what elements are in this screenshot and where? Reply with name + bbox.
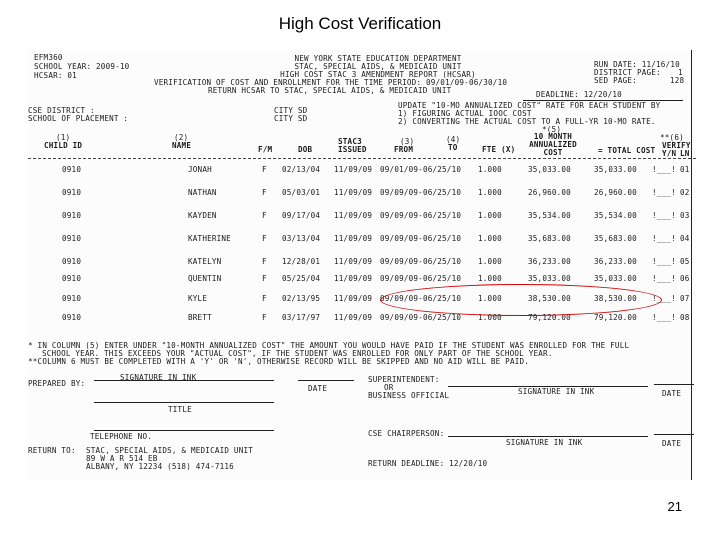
gender: F: [262, 274, 267, 283]
service-period: 09/09/09-06/25/10: [380, 257, 462, 266]
col-to: TO: [448, 143, 458, 152]
col-verify: VERIFY Y/N: [662, 141, 691, 158]
verify-box[interactable]: !___!: [652, 165, 676, 174]
dob: 03/17/97: [282, 313, 321, 322]
table-row: [28, 189, 696, 201]
cse-district-value: CITY SD: [274, 106, 308, 115]
col-child-id: CHILD ID: [44, 141, 83, 150]
table-row: [28, 235, 696, 247]
child-name: NATHAN: [188, 188, 217, 197]
service-period: 09/09/09-06/25/10: [380, 274, 462, 283]
col-num-to: (4): [446, 135, 461, 144]
service-period: 09/09/09-06/25/10: [380, 234, 462, 243]
line-number: 04: [680, 234, 690, 243]
chair-signature-label: SIGNATURE IN INK: [506, 438, 583, 447]
child-name: KATHERINE: [188, 234, 231, 243]
prepared-signature-label: SIGNATURE IN INK: [120, 373, 197, 382]
form-title-line-1: NEW YORK STATE EDUCATION DEPARTMENT: [294, 54, 462, 63]
line-number: 08: [680, 313, 690, 322]
child-id: 0910: [62, 234, 82, 243]
fte: 1.000: [478, 294, 502, 303]
dob: 02/13/95: [282, 294, 321, 303]
col-num-from: (3): [400, 137, 415, 146]
table-row: [28, 166, 696, 178]
update-instruction-1: UPDATE "10-MO ANNUALIZED COST" RATE FOR EACH STUDENT BY: [398, 101, 661, 110]
child-id: 0910: [62, 274, 82, 283]
line-number: 03: [680, 211, 690, 220]
verify-box[interactable]: !___!: [652, 294, 676, 303]
return-address-line-2: 89 W A R 514 EB: [86, 454, 158, 463]
form-title-line-4: VERIFICATION OF COST AND ENROLLMENT FOR THE TIME PERIOD: 09/01/09-06/30/10: [154, 78, 508, 87]
child-id: 0910: [62, 313, 82, 322]
child-name: KAYDEN: [188, 211, 217, 220]
form-id: EFM360: [34, 53, 63, 62]
col-stac-issued: STAC3 ISSUED: [338, 137, 367, 154]
col-total-cost: = TOTAL COST: [598, 146, 656, 155]
fte: 1.000: [478, 188, 502, 197]
annualized-cost: 35,033.00: [528, 274, 571, 283]
table-row: [28, 258, 696, 270]
stac-issued: 11/09/09: [334, 274, 373, 283]
hcsar-form-scan: [28, 50, 696, 480]
annualized-cost: 38,530.00: [528, 294, 571, 303]
prepared-date-label: DATE: [308, 384, 328, 393]
col-annualized-cost: 10 MONTH ANNUALIZED COST: [529, 132, 577, 157]
total-cost: 26,960.00: [594, 188, 637, 197]
line-number: 05: [680, 257, 690, 266]
cse-chairperson-label: CSE CHAIRPERSON:: [368, 429, 445, 438]
service-period: 09/09/09-06/25/10: [380, 313, 462, 322]
col-name: NAME: [172, 141, 192, 150]
fte: 1.000: [478, 257, 502, 266]
col-dob: DOB: [298, 145, 313, 154]
sed-page-label: SED PAGE:: [594, 76, 637, 85]
superintendent-date-label: DATE: [662, 389, 682, 398]
telephone-label: TELEPHONE NO.: [90, 432, 153, 441]
dob: 05/25/04: [282, 274, 321, 283]
form-title-line-2: STAC, SPECIAL AIDS, & MEDICAID UNIT: [294, 62, 462, 71]
dob: 12/28/01: [282, 257, 321, 266]
stac-issued: 11/09/09: [334, 294, 373, 303]
page-number: 21: [667, 499, 682, 514]
business-official-label: BUSINESS OFFICIAL: [368, 391, 450, 400]
col-from: FROM: [394, 145, 414, 154]
child-name: QUENTIN: [188, 274, 222, 283]
prepared-by-label: PREPARED BY:: [28, 379, 86, 388]
service-period: 09/09/09-06/25/10: [380, 188, 462, 197]
stac-issued: 11/09/09: [334, 313, 373, 322]
fte: 1.000: [478, 234, 502, 243]
child-id: 0910: [62, 257, 82, 266]
total-cost: 38,530.00: [594, 294, 637, 303]
total-cost: 35,033.00: [594, 274, 637, 283]
return-address-line-1: STAC, SPECIAL AIDS, & MEDICAID UNIT: [86, 446, 254, 455]
child-name: JONAH: [188, 165, 212, 174]
district-page-number: 1: [678, 68, 683, 77]
superintendent-label: SUPERINTENDENT:: [368, 375, 440, 384]
col-num-child: (1): [56, 133, 71, 142]
dob: 02/13/04: [282, 165, 321, 174]
child-id: 0910: [62, 188, 82, 197]
verify-box[interactable]: !___!: [652, 188, 676, 197]
run-date: RUN DATE: 11/16/10: [594, 60, 680, 69]
title-label: TITLE: [168, 405, 192, 414]
gender: F: [262, 257, 267, 266]
verify-box[interactable]: !___!: [652, 313, 676, 322]
annualized-cost: 35,683.00: [528, 234, 571, 243]
gender: F: [262, 188, 267, 197]
service-period: 09/09/09-06/25/10: [380, 211, 462, 220]
line-number: 02: [680, 188, 690, 197]
col-fte: FTE (X): [482, 145, 516, 154]
school-of-placement-label: SCHOOL OF PLACEMENT :: [28, 114, 129, 123]
col-fm: F/M: [258, 145, 273, 154]
note-line-2: SCHOOL YEAR. THIS EXCEEDS YOUR "ACTUAL COST", IF THE STUDENT WAS ENROLLED FOR ONLY PART OF THE SCHOOL YEAR.: [42, 349, 553, 358]
fte: 1.000: [478, 165, 502, 174]
fte: 1.000: [478, 211, 502, 220]
table-row: [28, 212, 696, 224]
note-line-1: * IN COLUMN (5) ENTER UNDER "10-MONTH ANNUALIZED COST" THE AMOUNT YOU WOULD HAVE PAID IF THE STUDENT WAS ENROLLED FOR THE FULL: [28, 341, 630, 350]
superintendent-signature-label: SIGNATURE IN INK: [518, 387, 595, 396]
cse-district-label: CSE DISTRICT :: [28, 106, 95, 115]
stac-issued: 11/09/09: [334, 234, 373, 243]
total-cost: 79,120.00: [594, 313, 637, 322]
or-label: OR: [384, 383, 394, 392]
line-number: 01: [680, 165, 690, 174]
child-name: KATELYN: [188, 257, 222, 266]
dob: 03/13/04: [282, 234, 321, 243]
annualized-cost: 26,960.00: [528, 188, 571, 197]
child-name: BRETT: [188, 313, 212, 322]
slide-title: High Cost Verification: [278, 14, 442, 33]
gender: F: [262, 313, 267, 322]
col-num-name: (2): [174, 133, 189, 142]
hcsar-number: HCSAR: 01: [34, 71, 77, 80]
verify-box[interactable]: !___!: [652, 257, 676, 266]
table-row: [28, 314, 696, 326]
child-id: 0910: [62, 165, 82, 174]
annualized-cost: 36,233.00: [528, 257, 571, 266]
child-name: KYLE: [188, 294, 208, 303]
table-row: [28, 275, 696, 287]
return-to-label: RETURN TO:: [28, 446, 76, 455]
sed-page-number: 128: [670, 76, 685, 85]
total-cost: 35,033.00: [594, 165, 637, 174]
line-number: 07: [680, 294, 690, 303]
school-year: SCHOOL YEAR: 2009-10: [34, 62, 130, 71]
line-number: 06: [680, 274, 690, 283]
col-num-annual: *(5): [542, 125, 562, 134]
child-id: 0910: [62, 211, 82, 220]
deadline: DEADLINE: 12/20/10: [536, 90, 622, 99]
verify-box[interactable]: !___!: [652, 234, 676, 243]
fte: 1.000: [478, 274, 502, 283]
stac-issued: 11/09/09: [334, 188, 373, 197]
district-page-label: DISTRICT PAGE:: [594, 68, 661, 77]
annualized-cost: 35,534.00: [528, 211, 571, 220]
total-cost: 35,534.00: [594, 211, 637, 220]
annualized-cost: 79,120.00: [528, 313, 571, 322]
stac-issued: 11/09/09: [334, 165, 373, 174]
gender: F: [262, 234, 267, 243]
service-period: 09/09/09-06/25/10: [380, 294, 462, 303]
gender: F: [262, 294, 267, 303]
gender: F: [262, 211, 267, 220]
form-title-line-3: HIGH COST STAC 3 AMENDMENT REPORT (HCSAR): [280, 70, 476, 79]
gender: F: [262, 165, 267, 174]
return-deadline: RETURN DEADLINE: 12/20/10: [368, 459, 488, 468]
stac-issued: 11/09/09: [334, 257, 373, 266]
update-instruction-3: 2) CONVERTING THE ACTUAL COST TO A FULL-YR 10-MO RATE.: [398, 117, 656, 126]
total-cost: 36,233.00: [594, 257, 637, 266]
update-instruction-2: 1) FIGURING ACTUAL IOOC COST: [398, 109, 532, 118]
placement-value: CITY SD: [274, 114, 308, 123]
stac-issued: 11/09/09: [334, 211, 373, 220]
col-ln: LN: [680, 149, 690, 158]
note-line-3: **COLUMN 6 MUST BE COMPLETED WITH A 'Y' OR 'N', OTHERWISE RECORD WILL BE SKIPPED AND NO AID WILL BE PAID.: [28, 357, 530, 366]
highlight-oval: [380, 284, 662, 316]
col-num-verify: **(6): [660, 133, 684, 142]
return-address-line-3: ALBANY, NY 12234 (518) 474-7116: [86, 462, 234, 471]
form-title-line-5: RETURN HCSAR TO STAC, SPECIAL AIDS, & MEDICAID UNIT: [208, 86, 452, 95]
chair-date-label: DATE: [662, 439, 682, 448]
dob: 09/17/04: [282, 211, 321, 220]
dob: 05/03/01: [282, 188, 321, 197]
total-cost: 35,683.00: [594, 234, 637, 243]
child-id: 0910: [62, 294, 82, 303]
verify-box[interactable]: !___!: [652, 274, 676, 283]
service-period: 09/01/09-06/25/10: [380, 165, 462, 174]
fte: 1.000: [478, 313, 502, 322]
annualized-cost: 35,033.00: [528, 165, 571, 174]
verify-box[interactable]: !___!: [652, 211, 676, 220]
